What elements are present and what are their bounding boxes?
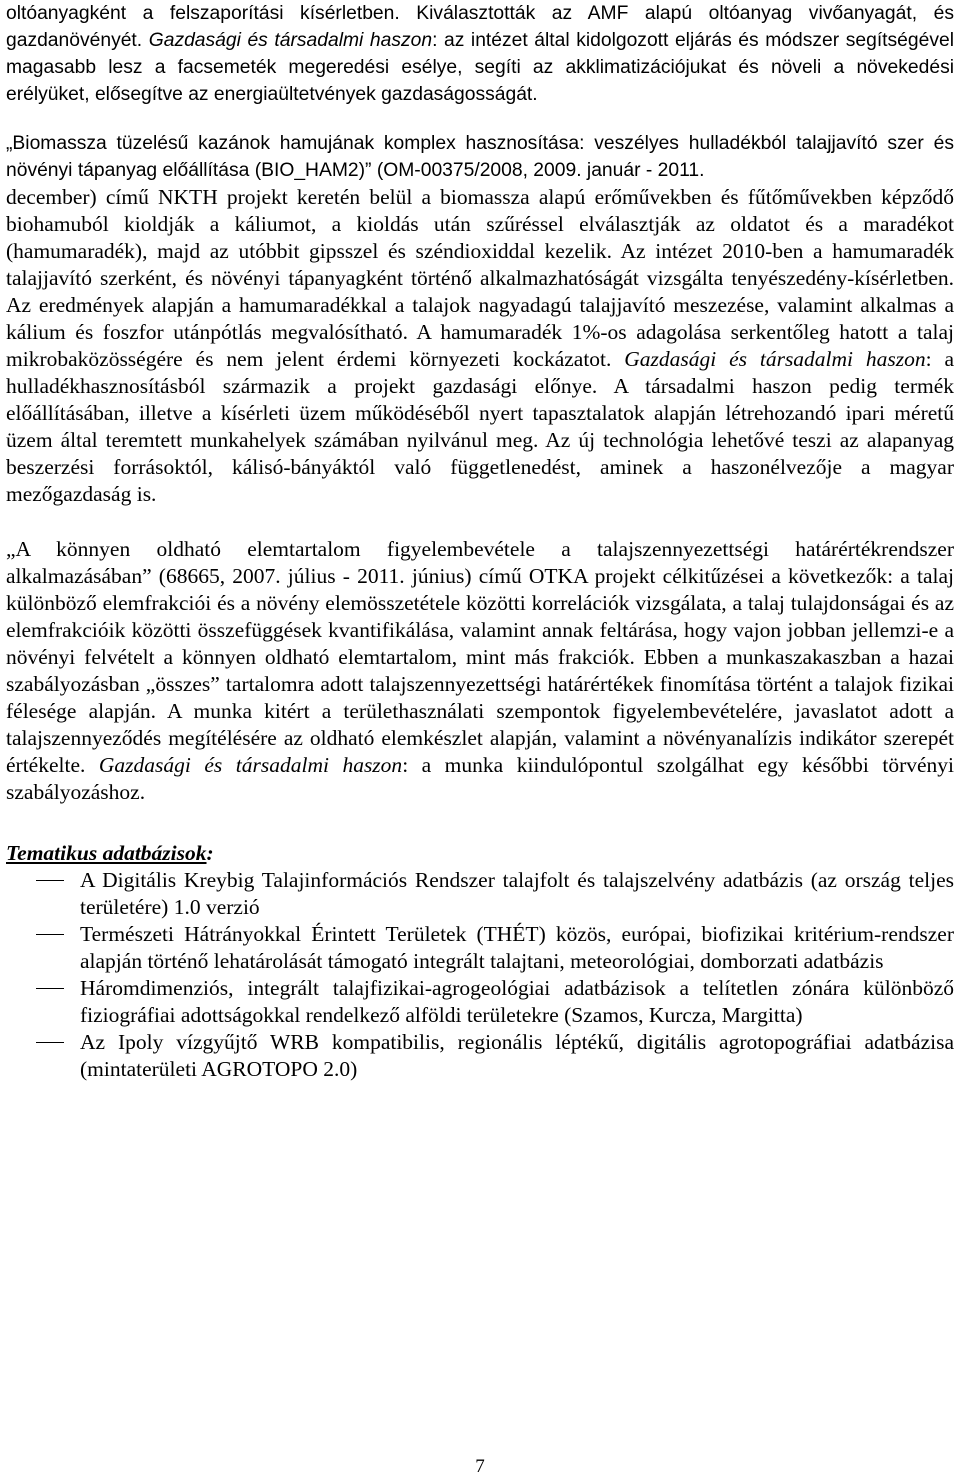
list-item-text: A Digitális Kreybig Talajinformációs Rendszer talajfolt és talajszelvény adatbázis (az ország teljes területére) 1.0 verzió	[80, 868, 954, 919]
benefit-text: : az intézet által kidolgozott eljárás és módszer segítségével magasabb lesz a facsemeték megeredési esélye, segíti az akklimatizációjukat és növeli a növekedési erélyüket, elősegítve az energiaültetvények gazdaságosságát.	[6, 30, 954, 105]
benefit-label: Gazdasági és társadalmi haszon	[624, 347, 926, 371]
benefit-text: : a munka kiindulópontul szolgálhat egy későbbi törvényi szabályozáshoz.	[6, 753, 955, 804]
spacer	[6, 508, 954, 536]
list-item	[6, 867, 954, 921]
section-heading-text: Tematikus adatbázisok	[6, 841, 207, 865]
paragraph-otka	[6, 536, 954, 806]
list-item-text: Háromdimenziós, integrált talajfizikai-agrogeológiai adatbázisok a telítetlen zónára különböző fiziográfiai adottságokkal rendelkező alföldi területekre (Szamos, Kurcza, Margitta)	[80, 976, 954, 1027]
list-item	[6, 1029, 954, 1083]
benefit-label: Gazdasági és társadalmi haszon	[148, 30, 433, 51]
dash-bullet-icon	[36, 934, 64, 935]
dash-bullet-icon	[36, 1042, 64, 1043]
paragraph-bioham-body: december) című NKTH projekt keretén belül a biomassza alapú erőművekben és fűtőművekben képződő biohamuból kioldják a káliumot, a kioldás után szűréssel elválasztják az oldatot és a maradékot (hamumaradék), majd az utóbbit gipsszel és széndioxiddal kezelik. Az intézet 2010-ben a hamumaradék talajjavító szerként, és növényi tápanyagként történő alkalmazhatóságát vizsgálta tenyészedény-kísérletben. Az eredmények alapján a hamumaradékkal a talajok nagyadagú talajjavító meszezése, valamint alkalmas a kálium és foszfor utánpótlás megvalósítható. A hamumaradék 1%-os adagolása serkentőleg hatott a talaj mikrobaközösségére és nem jelent érdemi környezeti kockázatot.	[6, 185, 954, 371]
benefit-text: : a hulladékhasznosításból származik a projekt gazdasági előnye. A társadalmi haszon pedig termék előállításában, illetve a kísérleti üzem működéséből nyert tapasztalatok alapján létrehozandó ipari méretű üzem által teremtett munkahelyek számában nyilvánul meg. Az új technológia lehetővé teszi az alapanyag beszerzési forrásoktól, kálisó-bányáktól való függetlenedést, aminek a haszonélvezője a magyar mezőgazdaság is.	[6, 347, 954, 506]
dash-bullet-icon	[36, 988, 64, 989]
list-item	[6, 921, 954, 975]
database-list	[6, 867, 954, 1083]
list-item-text: Az Ipoly vízgyűjtő WRB kompatibilis, regionális léptékű, digitális agrotopográfiai adatbázisa (mintaterületi AGROTOPO 2.0)	[80, 1030, 954, 1081]
paragraph-amf	[6, 0, 954, 108]
section-heading	[6, 840, 954, 867]
list-item-text: Természeti Hátrányokkal Érintett Területek (THÉT) közös, európai, biofizikai kritérium-rendszer alapján történő lehatárolását támogató integrált talajtani, meteorológiai, domborzati adatbázis	[80, 922, 954, 973]
spacer	[6, 108, 954, 130]
dash-bullet-icon	[36, 880, 64, 881]
page-number: 7	[475, 1456, 485, 1477]
list-item	[6, 975, 954, 1029]
project-title-bioham: „Biomassza tüzelésű kazánok hamujának komplex hasznosítása: veszélyes hulladékból talajjavító szer és növényi tápanyag előállítása (BIO_HAM2)” (OM-00375/2008, 2009. január - 2011.	[6, 133, 954, 181]
spacer	[6, 806, 954, 840]
paragraph-amf-lead: oltóanyagként a felszaporítási kísérletben. Kiválasztották az AMF alapú oltóanyag vivőanyagát, és gazdanövényét.	[6, 3, 954, 51]
section-heading-colon: :	[206, 841, 214, 865]
document-page	[6, 0, 954, 1083]
paragraph-bioham	[6, 184, 954, 508]
benefit-label: Gazdasági és társadalmi haszon	[98, 753, 403, 777]
paragraph-bioham-intro	[6, 130, 954, 184]
paragraph-otka-body: „A könnyen oldható elemtartalom figyelembevétele a talajszennyezettségi határértékrendszer alkalmazásában” (68665, 2007. július - 2011. június) című OTKA projekt célkitűzései a következők: a talaj különböző elemfrakciói és a növény elemösszetétele közötti korrelációk vizsgálata, a talaj tulajdonságai és az elemfrakcióik közötti összefüggések kvantifikálása, valamint annak feltárása, hogy vajon jobban jellemzi-e a növényi felvételt a könnyen oldható elemtartalom, mint más frakciók. Ebben a munkaszakaszban a hazai szabályozásban „összes” tartalomra adott talajszennyezettségi határértékek finomítása történt a talajok fizikai félesége alapján. A munka kitért a területhasználati szempontok figyelembevételére, javaslatot adott a talajszennyeződés megítélésére az oldható elemkészlet alapján, valamint a növényanalízis indikátor szerepét értékelte.	[6, 537, 954, 777]
